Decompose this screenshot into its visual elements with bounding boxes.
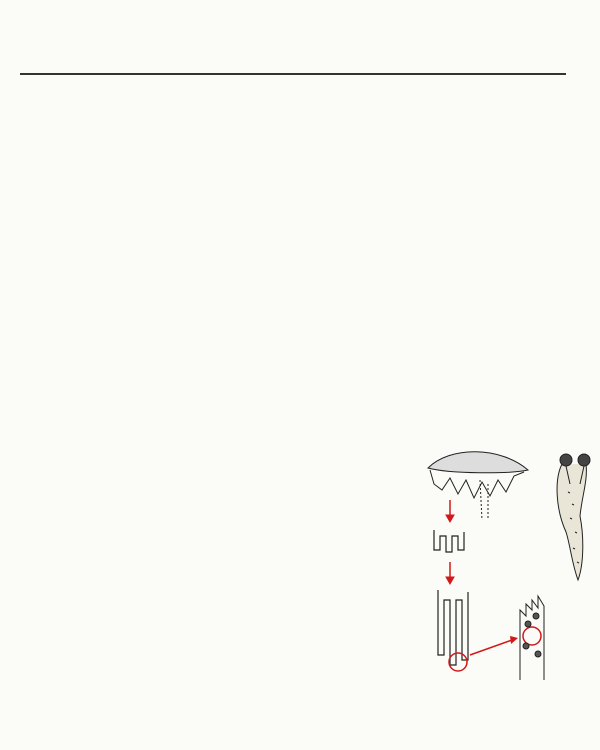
arrow-down-icon [446,500,454,584]
spore-cell-illustration [557,454,590,580]
figure-caption [425,404,595,417]
mushroom-cap-illustration [428,452,528,520]
arrow-right-icon [510,636,518,644]
header-rule [20,73,566,75]
gill-section-illustration [434,530,464,552]
spore-diagram [420,440,598,690]
